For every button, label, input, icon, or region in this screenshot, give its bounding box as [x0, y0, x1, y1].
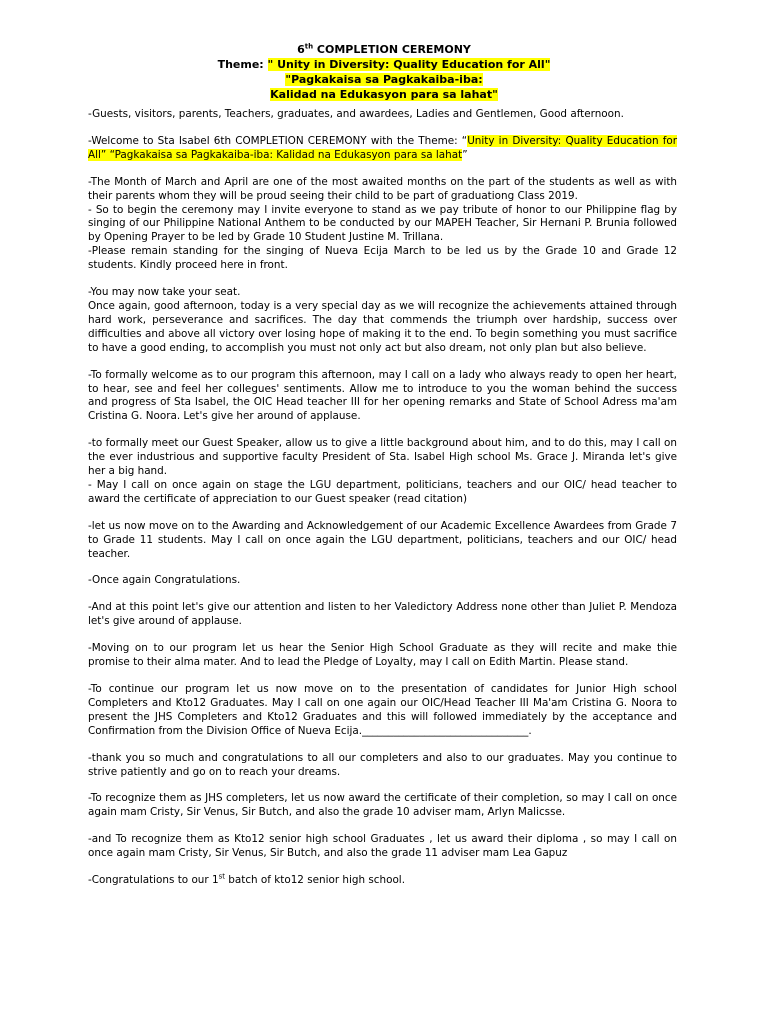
ceremony-title: 6th COMPLETION CEREMONY [297, 42, 471, 56]
theme-highlight-1: " Unity in Diversity: Quality Education for All" [267, 58, 551, 71]
paragraph-welcome: -Welcome to Sta Isabel 6th COMPLETION CEREMONY with the Theme: “Unity in Diversity: Quality Education for All” “Pagkakaisa sa Pagkakaiba-iba: Kalidad na Edukasyon para sa lahat” [88, 134, 677, 161]
paragraph-nueva-ecija-march: -Please remain standing for the singing of Nueva Ecija March to be led us by the Grade 10 and Grade 12 students. Kindly proceed here in front. [88, 245, 677, 272]
paragraph-certificate-appreciation: - May I call on once again on stage the LGU department, politicians, teachers and our OIC/ head teacher to award the certificate of appreciation to our Guest speaker (read citation) [88, 478, 677, 505]
paragraph-kto12-graduates: -and To recognize them as Kto12 senior high school Graduates , let us award their diploma , so may I call on once again mam Cristy, Sir Venus, Sir Butch, and also the grade 11 adviser mam Lea Gapuz [88, 833, 677, 860]
paragraph-valedictory: -And at this point let's give our attention and listen to her Valedictory Address none other than Juliet P. Mendoza let's give around of applause. [88, 601, 677, 628]
paragraph-national-anthem: - So to begin the ceremony may I invite everyone to stand as we pay tribute of honor to our Philippine flag by singing of our Philippine National Anthem to be conducted by our MAPEH Teacher, Sir Hernani P. Brunia followed by Opening Prayer to be led by Grade 10 Student Justine M. Trillana. [88, 203, 677, 244]
paragraph-greeting: -Guests, visitors, parents, Teachers, graduates, and awardees, Ladies and Gentlemen, Good afternoon. [88, 108, 624, 120]
theme-highlight-3: Kalidad na Edukasyon para sa lahat" [270, 88, 498, 101]
paragraph-special-day: Once again, good afternoon, today is a very special day as we will recognize the achievements attained through hard work, perseverance and sacrifices. The day that commends the triumph over hardship, success over difficulties and above all victory over losing hope of making it to the end. To begin something you must sacrifice to have a good ending, to accomplish you must not only act but also dream, not only plan but also believe. [88, 299, 677, 354]
paragraph-presentation-candidates: -To continue our program let us now move on to the presentation of candidates for Junior High school Completers and Kto12 Graduates. May I call on one again our OIC/Head Teacher III Ma'am Cristina G. Noora to present the JHS Completers and Kto12 Graduates and this will followed immediately by the acceptance and Confirmation from the Division Office of Nueva Ecija.________________________________. [88, 683, 677, 737]
title-superscript: th [304, 42, 314, 51]
paragraph-pledge-loyalty: -Moving on to our program let us hear the Senior High School Graduate as they will recite and make thie promise to their alma mater. And to lead the Pledge of Loyalty, may I call on Edith Martin. Please stand. [88, 642, 677, 669]
paragraph-first-batch: -Congratulations to our 1st batch of kto12 senior high school. [88, 872, 405, 887]
paragraph-opening-remarks: -To formally welcome as to our program this afternoon, may I call on a lady who always ready to open her heart, to hear, see and feel her collegues' sentiments. Allow me to introduce to you the woman behind the success and progress of Sta Isabel, the OIC Head teacher III for her opening remarks and State of School Adress ma'am Cristina G. Noora. Let's give her around of applause. [88, 368, 677, 423]
welcome-theme-highlight: Unity in Diversity: Quality Education for All” “Pagkakaisa sa Pagkakaiba-iba: Kalidad na Edukasyon para sa lahat [88, 134, 677, 161]
theme-highlight-2: "Pagkakaisa sa Pagkakaiba-iba: [285, 73, 483, 86]
paragraph-congratulations: -Once again Congratulations. [88, 574, 241, 587]
paragraph-take-seat: -You may now take your seat. [88, 286, 241, 299]
paragraph-march-april: -The Month of March and April are one of the most awaited months on the part of the students as well as with their parents whom they will be proud seeing their child to be part of graduationg Class 2019. [88, 175, 677, 202]
paragraph-guest-speaker: -to formally meet our Guest Speaker, allow us to give a little background about him, and to do this, may I call on the ever industrious and supportive faculty President of Sta. Isabel High school Ms. Grace J. Miranda let's give her a big hand. [88, 437, 677, 478]
theme-line-2 [0, 72, 768, 87]
paragraph-academic-awards: -let us now move on to the Awarding and Acknowledgement of our Academic Excellence Awardees from Grade 7 to Grade 11 students. May I call on once again the LGU department, politicians, teachers and our OIC/ head teacher. [88, 519, 677, 560]
paragraph-thank-you: -thank you so much and congratulations to all our completers and also to our graduates. May you continue to strive patiently and go on to reach your dreams. [88, 751, 677, 778]
document-header [0, 42, 768, 102]
paragraph-jhs-completers: -To recognize them as JHS completers, let us now award the certificate of their completion, so may I call on once again mam Cristy, Sir Venus, Sir Butch, and also the grade 10 adviser mam, Arlyn Malicsse. [88, 792, 677, 819]
theme-line-3 [0, 87, 768, 102]
theme-line-1: Theme: " Unity in Diversity: Quality Education for All" [217, 58, 551, 71]
document-body [88, 108, 677, 901]
